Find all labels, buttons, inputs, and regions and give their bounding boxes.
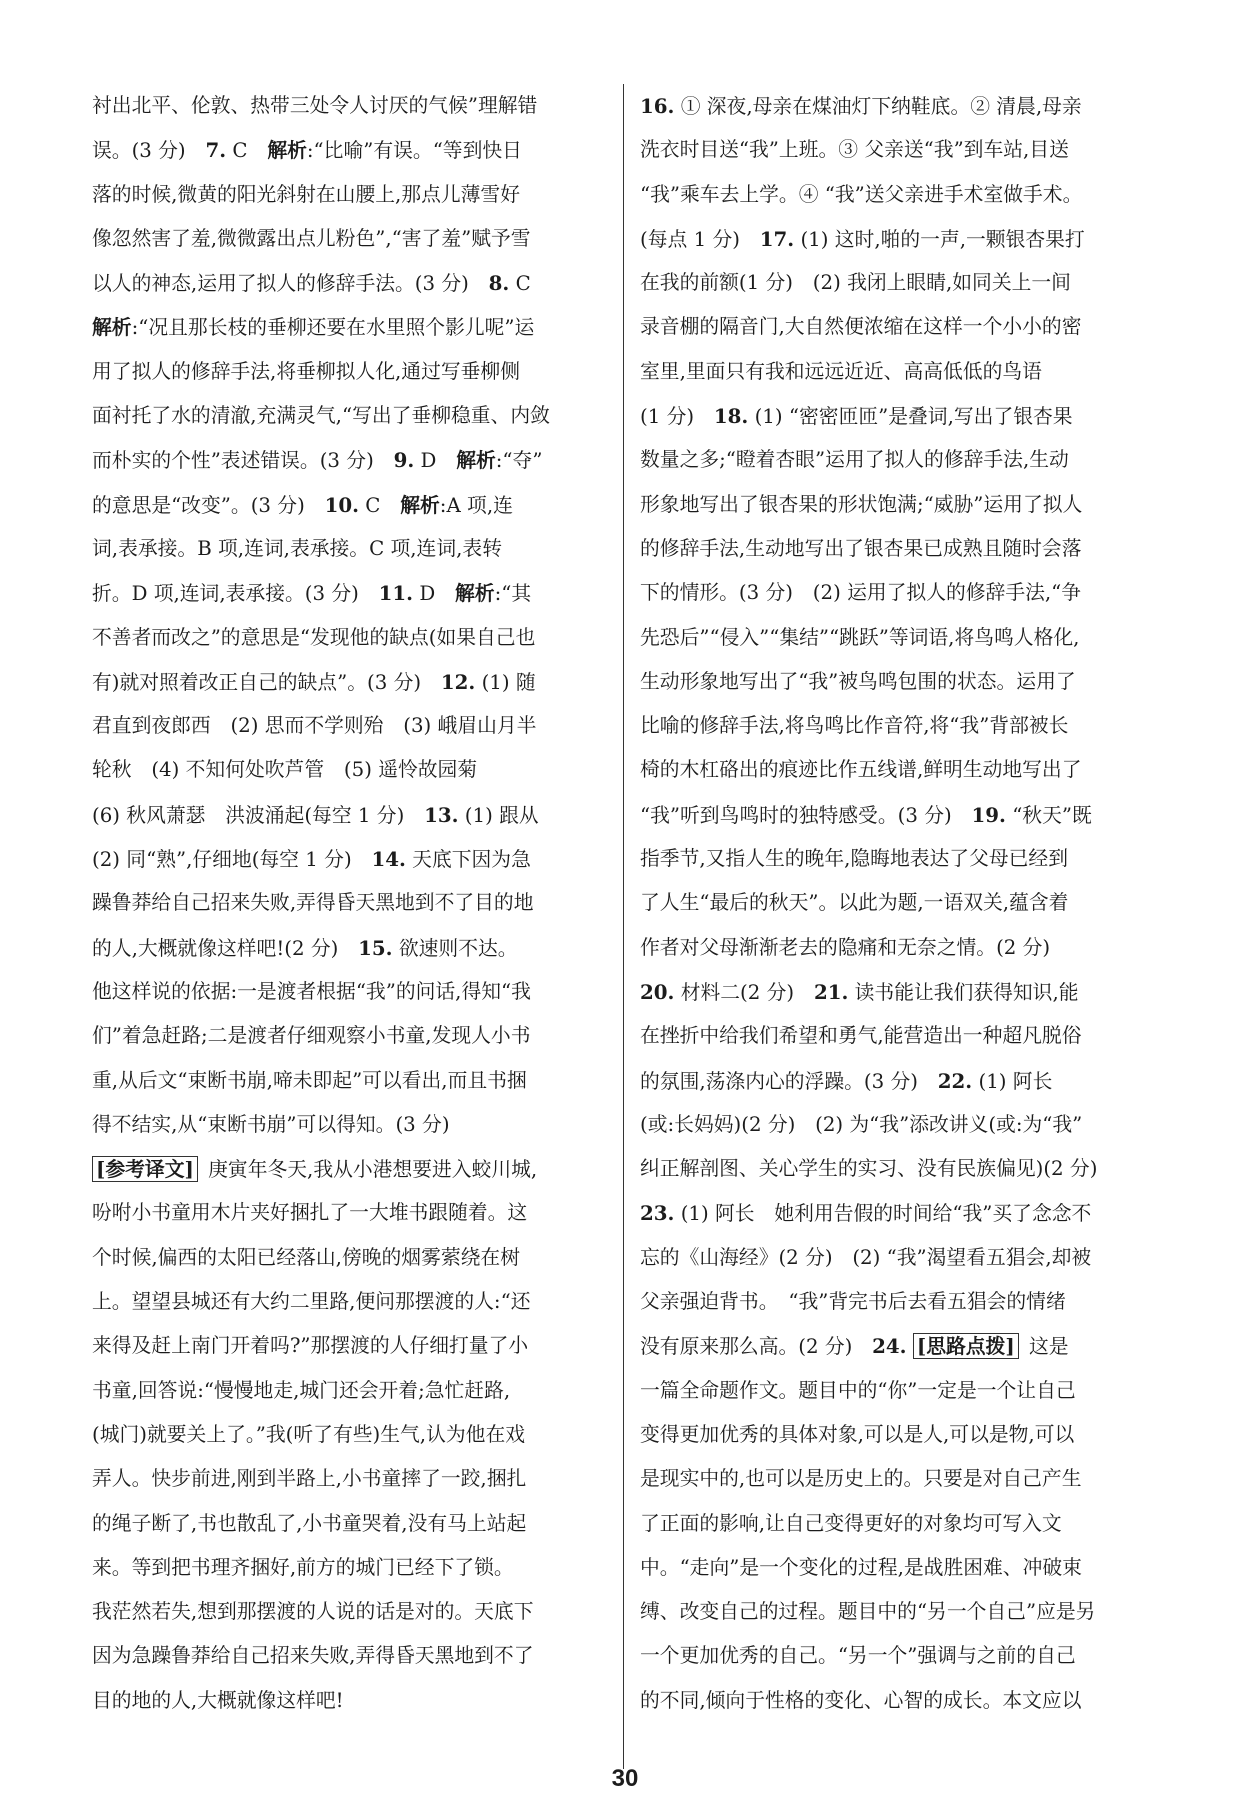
text-line: 而朴实的个性”表述错误。(3 分) 9. D 解析:“夺” — [92, 448, 543, 473]
text-line: (6) 秋风萧瑟 洪波涌起(每空 1 分) 13. (1) 跟从 — [92, 802, 539, 827]
text-line: 以人的神态,运用了拟人的修辞手法。(3 分) 8. C — [92, 271, 531, 296]
text-line: 先恐后”“侵入”“集结”“跳跃”等词语,将鸟鸣人格化, — [640, 625, 1080, 649]
text-line: (城门)就要关上了。”我(听了有些)生气,认为他在戏 — [92, 1422, 526, 1446]
text-line: 词,表承接。B 项,连词,表承接。C 项,连词,表转 — [92, 536, 502, 560]
text-line: 的人,大概就像这样吧!(2 分) 15. 欲速则不达。 — [92, 935, 518, 960]
text-line: “我”乘车去上学。④ “我”送父亲进手术室做手术。 — [640, 182, 1083, 206]
text-line: 的修辞手法,生动地写出了银杏果已成熟且随时会落 — [640, 536, 1082, 560]
text-line: 折。D 项,连词,表承接。(3 分) 11. D 解析:“其 — [92, 581, 532, 606]
page-number: 30 — [611, 1765, 639, 1792]
text-line: (2) 同“熟”,仔细地(每空 1 分) 14. 天底下因为急 — [92, 847, 531, 872]
text-line: (1 分) 18. (1) “密密匝匝”是叠词,写出了银杏果 — [640, 404, 1073, 429]
text-line: 弄人。快步前进,刚到半路上,小书童摔了一跤,捆扎 — [92, 1467, 527, 1491]
text-line: 20. 材料二(2 分) 21. 读书能让我们获得知识,能 — [640, 979, 1079, 1004]
text-line: 不善者而改之”的意思是“发现他的缺点(如果自己也 — [92, 625, 536, 649]
text-line: 录音棚的隔音门,大自然便浓缩在这样一个小小的密 — [640, 315, 1082, 339]
text-line: 室里,里面只有我和远远近近、高高低低的鸟语 — [640, 359, 1042, 383]
text-line: 有)就对照着改正自己的缺点”。(3 分) 12. (1) 随 — [92, 669, 536, 694]
text-line: 形象地写出了银杏果的形状饱满;“威胁”运用了拟人 — [640, 492, 1083, 516]
text-line: 君直到夜郎西 (2) 思而不学则殆 (3) 峨眉山月半 — [92, 714, 537, 738]
text-line: 我茫然若失,想到那摆渡的人说的话是对的。天底下 — [92, 1600, 534, 1624]
text-line: 面衬托了水的清澈,充满灵气,“写出了垂柳稳重、内敛 — [92, 404, 550, 428]
text-line: 指季节,又指人生的晚年,隐晦地表达了父母已经到 — [640, 847, 1068, 871]
text-line: 中。“走向”是一个变化的过程,是战胜困难、冲破束 — [640, 1555, 1082, 1579]
text-line: 来。等到把书理齐捆好,前方的城门已经下了锁。 — [92, 1555, 514, 1579]
text-line: 在我的前额(1 分) (2) 我闭上眼睛,如同关上一间 — [640, 271, 1071, 295]
text-line: 的氛围,荡涤内心的浮躁。(3 分) 22. (1) 阿长 — [640, 1068, 1053, 1093]
text-line: 16. ① 深夜,母亲在煤油灯下纳鞋底。② 清晨,母亲 — [640, 94, 1082, 118]
text-line: 来得及赶上南门开着吗?”那摆渡的人仔细打量了小 — [92, 1334, 529, 1358]
text-line: 目的地的人,大概就像这样吧! — [92, 1688, 344, 1712]
text-line: [参考译文] 庚寅年冬天,我从小港想要进入蛟川城, — [92, 1147, 622, 1191]
text-line: 像忽然害了羞,微微露出点儿粉色”,“害了羞”赋予雪 — [92, 226, 531, 250]
text-line: 用了拟人的修辞手法,将垂柳拟人化,通过写垂柳侧 — [92, 359, 520, 383]
text-line: (每点 1 分) 17. (1) 这时,啪的一声,一颗银杏果打 — [640, 226, 1085, 251]
text-line: 忘的《山海经》(2 分) (2) “我”渴望看五猖会,却被 — [640, 1245, 1092, 1269]
text-line: 解析:“况且那长枝的垂柳还要在水里照个影儿呢”运 — [92, 315, 535, 340]
text-line: 的绳子断了,书也散乱了,小书童哭着,没有马上站起 — [92, 1511, 527, 1535]
text-line: 的意思是“改变”。(3 分) 10. C 解析:A 项,连 — [92, 492, 513, 517]
text-line: 个时候,偏西的太阳已经落山,傍晚的烟雾萦绕在树 — [92, 1245, 520, 1269]
text-line: 作者对父母渐渐老去的隐痛和无奈之情。(2 分) — [640, 935, 1051, 959]
text-line: 23. (1) 阿长 她利用告假的时间给“我”买了念念不 — [640, 1201, 1092, 1226]
text-line: 一个更加优秀的自己。“另一个”强调与之前的自己 — [640, 1644, 1076, 1668]
text-line: 一篇全命题作文。题目中的“你”一定是一个让自己 — [640, 1378, 1076, 1402]
right-column — [640, 84, 1160, 1723]
text-line: 下的情形。(3 分) (2) 运用了拟人的修辞手法,“争 — [640, 581, 1082, 605]
text-line: 父亲强迫背书。 “我”背完书后去看五猖会的情绪 — [640, 1290, 1066, 1314]
text-line: 在挫折中给我们希望和勇气,能营造出一种超凡脱俗 — [640, 1024, 1082, 1048]
column-divider — [623, 84, 624, 1769]
text-line: 他这样说的依据:一是渡者根据“我”的问话,得知“我 — [92, 979, 531, 1003]
text-line: 衬出北平、伦敦、热带三处令人讨厌的气候”理解错 — [92, 94, 538, 117]
text-line: 生动形象地写出了“我”被鸟鸣包围的状态。运用了 — [640, 669, 1076, 693]
text-line: 重,从后文“束断书崩,啼未即起”可以看出,而且书捆 — [92, 1068, 527, 1092]
text-line: 上。望望县城还有大约二里路,便问那摆渡的人:“还 — [92, 1290, 531, 1314]
text-line: 书童,回答说:“慢慢地走,城门还会开着;急忙赶路, — [92, 1378, 511, 1402]
text-line: 是现实中的,也可以是历史上的。只要是对自己产生 — [640, 1467, 1082, 1491]
text-line: 缚、改变自己的过程。题目中的“另一个自己”应是另 — [640, 1600, 1096, 1624]
text-line: 数量之多;“瞪着杏眼”运用了拟人的修辞手法,生动 — [640, 448, 1069, 472]
text-line: 落的时候,微黄的阳光斜射在山腰上,那点儿薄雪好 — [92, 182, 520, 206]
left-column — [92, 84, 622, 1723]
text-line: 轮秋 (4) 不知何处吹芦管 (5) 遥怜故园菊 — [92, 758, 478, 782]
text-line: 们”着急赶路;二是渡者仔细观察小书童,发现人小书 — [92, 1024, 531, 1048]
text-line: “我”听到鸟鸣时的独特感受。(3 分) 19. “秋天”既 — [640, 802, 1092, 827]
text-line: 了正面的影响,让自己变得更好的对象均可写入文 — [640, 1511, 1062, 1535]
text-line: 变得更加优秀的具体对象,可以是人,可以是物,可以 — [640, 1422, 1075, 1446]
text-line: 洗衣时目送“我”上班。③ 父亲送“我”到车站,目送 — [640, 138, 1069, 162]
text-line: 躁鲁莽给自己招来失败,弄得昏天黑地到不了目的地 — [92, 891, 534, 915]
text-line: 的不同,倾向于性格的变化、心智的成长。本文应以 — [640, 1688, 1082, 1712]
text-line: 了人生“最后的秋天”。以此为题,一语双关,蕴含着 — [640, 891, 1069, 915]
text-line: 误。(3 分) 7. C 解析:“比喻”有误。“等到快日 — [92, 138, 522, 163]
text-line: (或:长妈妈)(2 分) (2) 为“我”添改讲义(或:为“我” — [640, 1112, 1083, 1136]
text-line: 没有原来那么高。(2 分) 24. [思路点拨] 这是 — [640, 1334, 1069, 1359]
text-line: 纠正解剖图、关心学生的实习、没有民族偏见)(2 分) — [640, 1157, 1098, 1181]
text-line: 吩咐小书童用木片夹好捆扎了一大堆书跟随着。这 — [92, 1201, 528, 1225]
text-line: 比喻的修辞手法,将鸟鸣比作音符,将“我”背部被长 — [640, 714, 1069, 738]
text-line: 因为急躁鲁莽给自己招来失败,弄得昏天黑地到不了 — [92, 1644, 534, 1668]
text-line: 椅的木杠硌出的痕迹比作五线谱,鲜明生动地写出了 — [640, 758, 1082, 782]
text-line: 得不结实,从“束断书崩”可以得知。(3 分) — [92, 1112, 450, 1136]
